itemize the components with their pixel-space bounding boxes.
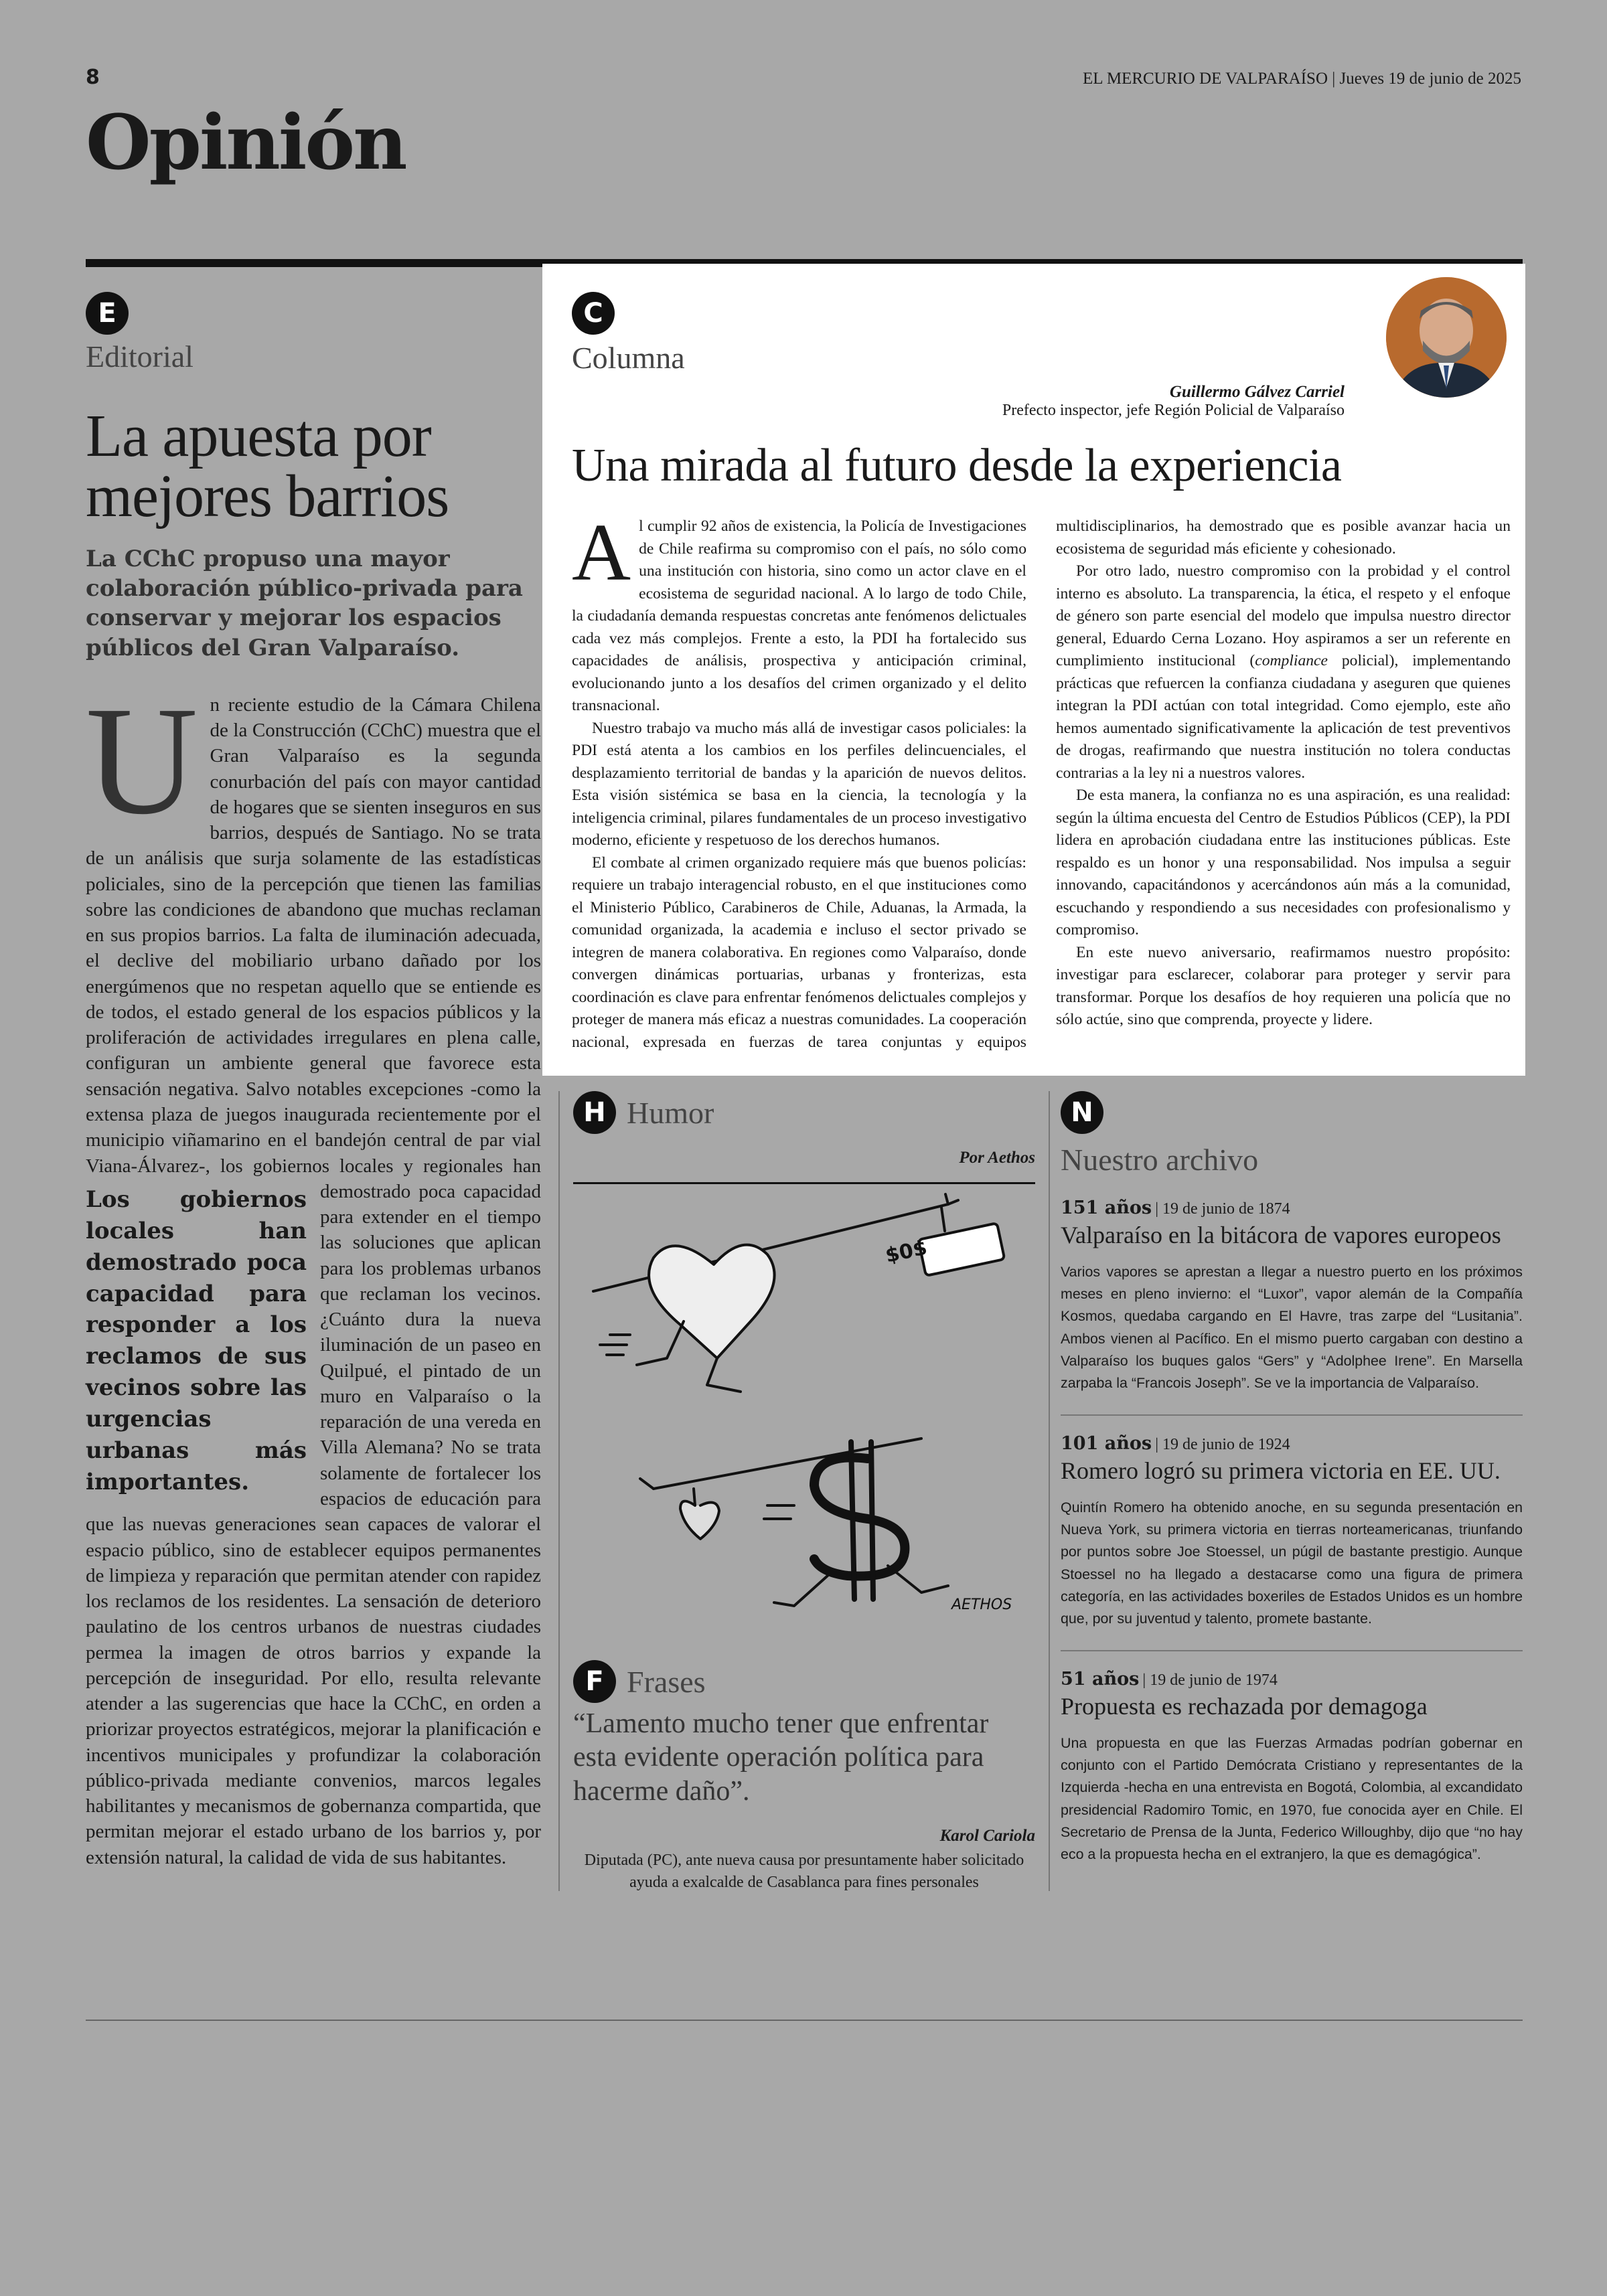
- archivo-title: Valparaíso en la bitácora de vapores europeos: [1061, 1222, 1501, 1248]
- page-number: 8: [86, 66, 100, 89]
- columna-dropcap: A: [572, 507, 631, 598]
- humor-rule: [573, 1182, 1035, 1184]
- archivo-date: | 19 de junio de 1924: [1155, 1436, 1290, 1454]
- editorial-dropcap: U: [86, 674, 198, 847]
- frases-quote: “Lamento mucho tener que enfrentar esta evidente operación política para hacerme daño”.: [573, 1708, 989, 1807]
- author-photo: [1386, 277, 1507, 398]
- archivo-body: Una propuesta en que las Fuerzas Armadas podrían gobernar en conjunto con el Partido Demócrata Cristiano y representantes de la Izquierda -hecha en una entrevista en Bogotá, Colombia, al excandidato presidencial Radomiro Tomic, en 1970, fue conocida ayer en Chile. El Secretario de Prensa de la Junta, Federico Willoughby, dijo que “no hay eco a la propuesta hecha en el extranjero, la que es demagógica”.: [1061, 1735, 1523, 1862]
- archivo-badge: N: [1061, 1091, 1103, 1134]
- humor-kicker: Humor: [627, 1095, 714, 1130]
- columna-paragraph-2: Nuestro trabajo va mucho más allá de investigar casos policiales: la PDI está atenta a los cambios en los perfiles delincuenciales, el desplazamiento territorial de bandas y la aparición de nuevos delitos. Esta visión sistémica se basa en la ciencia, la tecnología y la inteligencia criminal, pilares fundamentales de un proceso investigativo moderno, eficiente y respetuoso de los derechos humanos.: [572, 719, 1026, 849]
- editorial-lead: La CChC propuso una mayor colaboración público-privada para conservar y mejorar los espacios públicos del Gran Valparaíso.: [86, 546, 523, 661]
- section-title: Opinión: [86, 99, 406, 187]
- columna-author-name: Guillermo Gálvez Carriel: [1169, 383, 1345, 401]
- archivo-kicker: Nuestro archivo: [1061, 1143, 1259, 1177]
- columna-kicker: Columna: [572, 341, 685, 375]
- editorial-paragraph-2: poca capacidad para extender en el tiempo las soluciones que aplican para los problemas urbanos que reclaman los vecinos. ¿Cuánto dura la nueva iluminación de un paseo en Quilpué, el pintado de un muro en Valparaíso o la reparación de una vereda en Villa Alemana? No se trata solamente de fortalecer los espacios de educación para que las nuevas generaciones sean capaces de valorar el espacio público, sino de establecer equipos permanentes de limpieza y reparación que permitan atender con rapidez los reclamos de los residentes. La sensación de deterioro paulatino de los centros urbanos de nuestras ciudades permea la imagen de otros barrios y expande la percepción de inseguridad. Por ello, resulta relevante atender a las sugerencias que hace la CChC, en orden a priorizar proyectos estratégicos, mejorar la planificación e incentivos municipales y profundizar la colaboración público-privada mediante convenios, marcos legales habilitantes y mecanismos de gobernanza compartida, que permitan mejorar el estado urbano de los barrios y, por extensión natural, la calidad de vida de sus habitantes.: [86, 1180, 541, 1868]
- archivo-item: [1061, 1198, 1523, 1394]
- editorial-body: [86, 674, 541, 1870]
- humor-badge: H: [573, 1091, 616, 1134]
- humor-author: Por Aethos: [959, 1149, 1035, 1167]
- columna-paragraph-6: En este nuevo aniversario, reafirmamos nuestro propósito: investigar para esclarecer, colaborar para proteger y servir para transformar. Porque los desafíos de hoy requieren una policía que no sólo actúe, sino que comprenda, proyecte y lidere.: [1056, 943, 1511, 1028]
- column-divider: [1049, 1091, 1050, 1891]
- money-tag-label: $0$: [883, 1236, 929, 1268]
- small-heart-icon: [680, 1501, 719, 1539]
- archivo-body: Varios vapores se aprestan a llegar a nuestro puerto en los próximos meses en pleno invierno: el “Luxor”, vapor alemán de la Compañía Kosmos, quedaba cargando en El Havre, tras zarpe del “Lusitania”. Ambos vienen al Pacífico. En el mismo puerto cargaban con destino a Valparaíso los buques galos “Gers” y “Adolphee Irene”. En Marsella zarpaba la “Francois Joseph”. Se ve la importancia de Valparaíso.: [1061, 1264, 1523, 1391]
- columna-paragraph-3: El combate al crimen organizado requiere más que buenos policías: requiere un trabajo interagencial robusto, en el que instituciones como el Ministerio Público, Carabineros de Chile, Aduanas, la Armada, la comunidad organizada, la academia e incluso el sector privado se integren de manera colaborativa. En regiones como Valparaíso, donde convergen dinámicas portuarias, urbanas y fronterizas, esta coordinación es clave para enfrentar fenómenos delictuales complejos y proteger de manera más eficaz a nuestras comunidades. La cooperación nacional, expresada en fuerzas de tarea conjuntas y equipos multidisciplinarios, ha demostrado que es posible avanzar hacia un ecosistema de seguridad más eficiente y cohesionado.: [572, 517, 1511, 1051]
- archivo-divider: [1061, 1650, 1523, 1651]
- editorial-pullquote: Los gobiernos locales han demostrado poca capacidad para responder a los reclamos de sus vecinos sobre las urgencias urbanas más importantes.: [86, 1185, 307, 1495]
- archivo-section: [1061, 1091, 1523, 1866]
- editorial-title: La apuesta por mejores barrios: [86, 403, 449, 529]
- editorial-kicker: Editorial: [86, 339, 194, 374]
- column-divider: [558, 1091, 560, 1891]
- editorial-article: [86, 292, 541, 1870]
- editorial-paragraph-1: n reciente estudio de la Cámara Chilena de la Construcción (CChC) muestra que el Gran Valparaíso es la segunda conurbación del país con mayor cantidad de hogares que se sienten inseguros en sus barrios, después de Santiago. No se trata de un análisis que surja solamente de las estadísticas policiales, sino de la percepción que tienen las familias sobre las condiciones de abandono que muchas reclaman en sus propios barrios. La falta de iluminación adecuada, el declive del mobiliario urbano dañado por los energúmenos que no respetan aquello que se entiende es de todos, el estado general de los espacios públicos y la proliferación de actividades irregulares en plena calle, configuran un ambiente general que favorece esta sensación negativa. Salvo notables excepciones -como la extensa plaza de juegos inaugurada recientemente por el municipio viñamarino en el bandejón central de par vial Viana-Álvarez-, los gobiernos locales y regionales han demostrado: [86, 693, 541, 1202]
- archivo-years: 151 años: [1061, 1198, 1152, 1218]
- columna-paragraph-4: Por otro lado, nuestro compromiso con la probidad y el control interno es absoluto. La transparencia, la ética, el respeto y el enfoque de género son parte esencial del modelo que impulsa nuestro director general, Eduardo Cerna Lozano. Hoy aspiramos a ser un referente en cumplimiento institucional (compliance policial), implementando prácticas que refuercen la confianza ciudadana y aseguren que quienes integran la PDI actúan con total integridad. Como ejemplo, este año hemos aumentado significativamente la aplicación de test preventivos de drogas, reafirmando que nuestra institución no tolera conductas contrarias a la ley ni a nuestros valores.: [1056, 562, 1511, 782]
- frases-name: Karol Cariola: [939, 1827, 1035, 1846]
- archivo-date: | 19 de junio de 1974: [1142, 1671, 1278, 1690]
- columna-box: [542, 264, 1525, 1076]
- columna-paragraph-5: De esta manera, la confianza no es una aspiración, es una realidad: según la última encuesta del Centro de Estudios Públicos (CEP), la PDI lidera en aprobación ciudadana entre las instituciones públicas. Este respaldo es un honor y una responsabilidad. Nos impulsa a seguir innovando, capacitándonos y acercándonos aún más a la comunidad, escuchando y respondiendo a sus necesidades con profesionalismo y compromiso.: [1056, 787, 1511, 938]
- archivo-item: [1061, 1669, 1523, 1866]
- archivo-title: Romero logró su primera victoria en EE. UU.: [1061, 1457, 1501, 1485]
- humor-section: [573, 1091, 1035, 1619]
- archivo-title: Propuesta es rechazada por demagoga: [1061, 1693, 1428, 1720]
- publication-dateline: EL MERCURIO DE VALPARAÍSO | Jueves 19 de junio de 2025: [1082, 70, 1521, 88]
- archivo-body: Quintín Romero ha obtenido anoche, en su segunda presentación en Nueva York, su primera victoria en tierras norteamericanas, triunfando por puntos sobre Joe Stoessel, un púgil de bastante prestigio. Aunque Stoessel no ha llegado a destacarse como una figura de primera categoría, en las actividades boxeriles de Estados Unidos es un hombre que, por su juventud y talento, promete bastante.: [1061, 1499, 1523, 1627]
- carry-stick: [654, 1439, 921, 1489]
- columna-body: [572, 507, 1511, 1061]
- columna-paragraph-1: Al cumplir 92 años de existencia, la Policía de Investigaciones de Chile reafirma su compromiso con el país, no sólo como una institución con historia, sino como un actor clave en el ecosistema de seguridad nacional. A lo largo de todo Chile, la ciudadanía demanda respuestas concretas ante fenómenos delictuales cada vez más complejos. Frente a esto, la PDI ha fortalecido sus capacidades de análisis, prospectiva y anticipación criminal, evolucionando junto a los desafíos del crimen organizado y el delito transnacional.: [572, 507, 1026, 714]
- dollar-sign-icon: [814, 1457, 905, 1576]
- cartoon-illustration: [573, 1191, 1035, 1619]
- archivo-item: [1061, 1433, 1523, 1630]
- cartoon-signature: AETHOS: [951, 1596, 1012, 1613]
- archivo-years: 51 años: [1061, 1669, 1140, 1690]
- archivo-divider: [1061, 1414, 1523, 1416]
- frases-badge: F: [573, 1660, 616, 1703]
- columna-author-role: Prefecto inspector, jefe Región Policial de Valparaíso: [1002, 402, 1345, 419]
- money-bag-icon: [918, 1223, 1004, 1276]
- editorial-badge: E: [86, 292, 129, 335]
- frases-kicker: Frases: [627, 1664, 706, 1699]
- archivo-date: | 19 de junio de 1874: [1155, 1200, 1290, 1218]
- frases-section: [573, 1660, 1035, 1893]
- footer-rule: [86, 2020, 1523, 2021]
- frases-role: Diputada (PC), ante nueva causa por presuntamente haber solicitado ayuda a exalcalde de Casablanca para fines personales: [584, 1852, 1024, 1891]
- author-portrait-icon: [1386, 277, 1507, 398]
- columna-title: Una mirada al futuro desde la experiencia: [572, 440, 1342, 491]
- columna-badge: C: [572, 292, 615, 335]
- heart-icon: [649, 1245, 775, 1358]
- archivo-years: 101 años: [1061, 1433, 1152, 1455]
